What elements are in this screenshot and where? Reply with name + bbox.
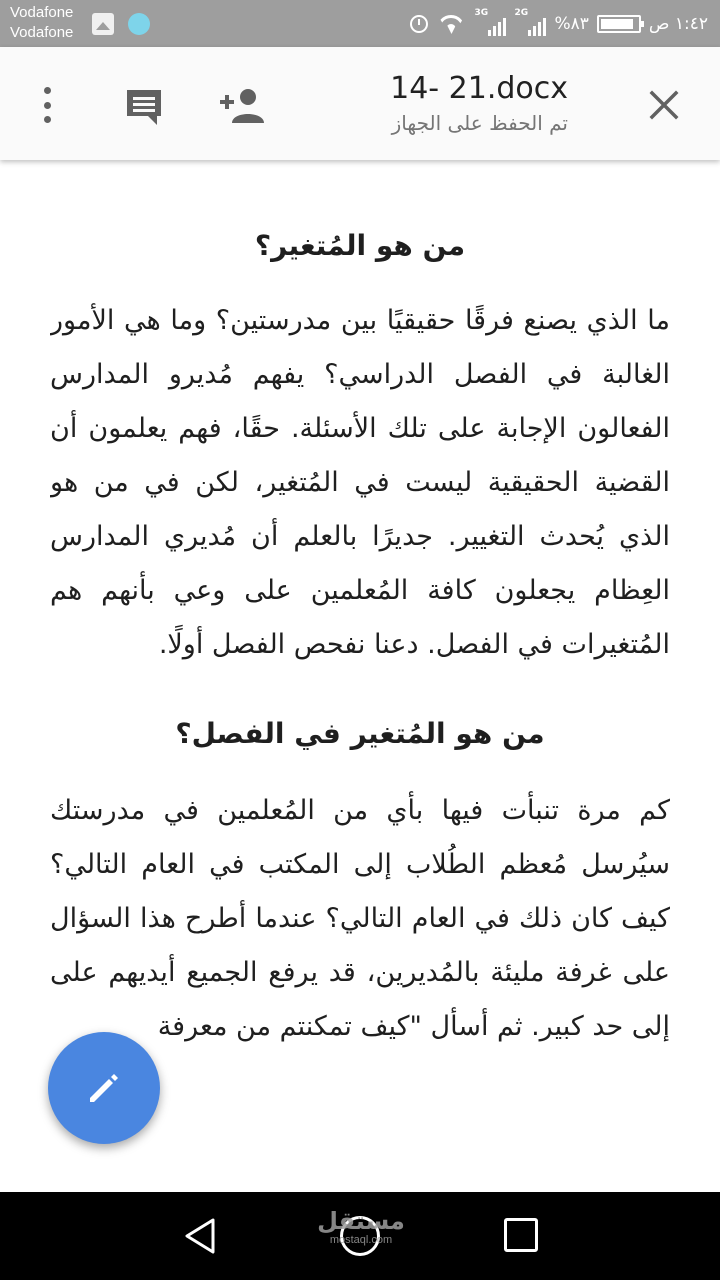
title-block [390,71,568,137]
person-add-icon[interactable] [216,87,264,123]
signal-icon [474,8,506,36]
back-icon[interactable] [182,1216,218,1256]
section-heading-2: من هو المُتغير في الفصل؟ [175,717,545,750]
edit-pencil-icon [84,1068,124,1108]
app-bar [0,47,720,160]
gallery-notification-icon [92,13,114,35]
watermark-arabic: مستقل [317,1207,405,1235]
more-vert-icon[interactable] [38,87,56,123]
app-notification-icon [128,13,150,35]
status-indicators [410,8,708,40]
document-title: 14- 21.docx [390,71,568,106]
status-bar [0,0,720,47]
network-type-label-2: 2G [514,8,529,18]
signal-icon-2 [514,8,546,36]
watermark-english: mostaql.com [329,1234,393,1246]
close-icon[interactable] [648,89,680,121]
alarm-icon [410,15,428,33]
comment-icon[interactable] [124,87,164,127]
recents-icon[interactable] [504,1218,538,1252]
watermark-logo [316,1208,406,1246]
section-heading: من هو المُتغير؟ [254,229,466,262]
network-type-label: 3G [474,8,489,18]
edit-fab-button[interactable] [48,1032,160,1144]
paragraph-2: كم مرة تنبأت فيها بأي من المُعلمين في مدرستك سيُرسل مُعظم الطُلاب إلى المكتب في العام التالي؟ كيف كان ذلك في العام التالي؟ عندما أطرح هذا السؤال على غرفة مليئة بالمُديرين، قد يرفع الجميع أيديهم على إلى حد كبير. ثم أسأل "كيف تمكنتم من معرفة [50,795,670,1042]
save-status: تم الحفظ على الجهاز [391,111,568,135]
carrier-label: Vodafone [10,4,74,21]
system-nav-bar [0,1192,720,1280]
paragraph: ما الذي يصنع فرقًا حقيقيًا بين مدرستين؟ وما هي الأمور الغالبة في الفصل الدراسي؟ يفهم مُديرو المدارس الفعالون الإجابة على تلك الأسئلة. حقًا، فهم يعلمون أن القضية الحقيقية ليست في المُتغير، لكن في من هو الذي يُحدث التغيير. جديرًا بالعلم أن مُديري المدارس العِظام يجعلون كافة المُعلمين على وعي بأنهم هم المُتغيرات في الفصل. دعنا نفحص الفصل أولًا. [50,305,670,660]
clock: ١:٤٢ ص [648,14,708,34]
carrier-label-2: Vodafone [10,24,74,41]
wifi-icon [436,13,466,35]
battery-percent: %٨٣ [554,14,589,34]
battery-icon [597,15,641,33]
document-body[interactable] [50,160,670,1192]
